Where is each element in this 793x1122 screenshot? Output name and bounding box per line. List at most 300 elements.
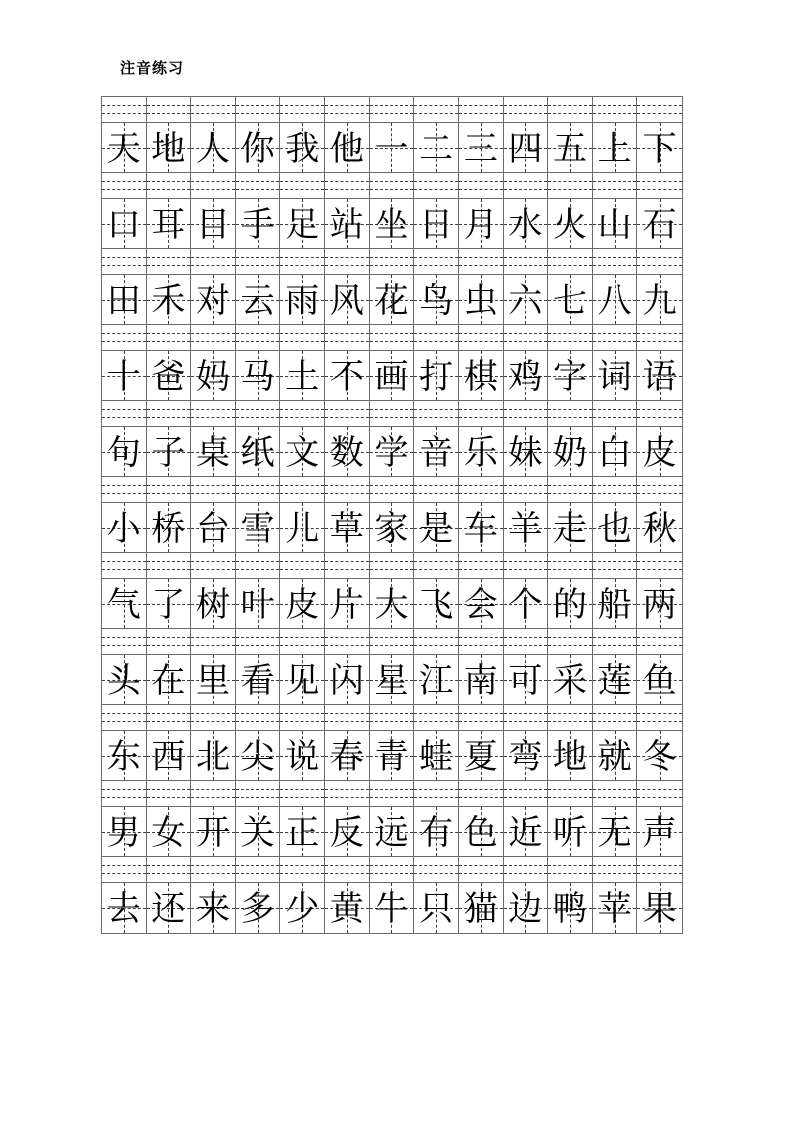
pinyin-cell	[370, 553, 415, 578]
character-cell	[370, 351, 415, 400]
character-cell	[280, 655, 325, 704]
pinyin-writing-band	[102, 781, 682, 807]
pinyin-cell	[414, 477, 459, 502]
character-text: 乐	[463, 434, 498, 472]
character-cell	[504, 731, 549, 780]
pinyin-cell	[548, 97, 593, 122]
character-text: 家	[374, 510, 409, 548]
character-text: 石	[642, 206, 677, 244]
worksheet-row	[102, 97, 682, 173]
character-text: 蛙	[419, 738, 454, 776]
pinyin-cell	[191, 401, 236, 426]
pinyin-cell	[504, 249, 549, 274]
character-text: 也	[597, 510, 632, 548]
character-cell	[459, 275, 504, 324]
character-cell	[370, 275, 415, 324]
character-cell	[370, 807, 415, 856]
pinyin-practice-grid	[101, 96, 683, 934]
character-cell	[147, 427, 192, 476]
character-cell	[548, 199, 593, 248]
character-cell	[236, 807, 281, 856]
pinyin-cell	[414, 553, 459, 578]
character-text: 飞	[419, 586, 454, 624]
pinyin-cell	[147, 173, 192, 198]
worksheet-row	[102, 325, 682, 401]
character-cell	[459, 351, 504, 400]
character-text: 下	[642, 130, 677, 168]
pinyin-cell	[370, 781, 415, 806]
character-band	[102, 199, 682, 249]
pinyin-cell	[414, 857, 459, 882]
pinyin-cell	[548, 629, 593, 654]
pinyin-cell	[548, 325, 593, 350]
pinyin-cell	[325, 173, 370, 198]
character-cell	[459, 199, 504, 248]
character-text: 片	[329, 586, 364, 624]
pinyin-cell	[280, 477, 325, 502]
worksheet-row	[102, 857, 682, 933]
pinyin-cell	[325, 629, 370, 654]
pinyin-cell	[325, 857, 370, 882]
worksheet-row	[102, 249, 682, 325]
character-cell	[548, 503, 593, 552]
character-text: 上	[597, 130, 632, 168]
pinyin-cell	[191, 629, 236, 654]
character-cell	[102, 731, 147, 780]
pinyin-cell	[637, 781, 682, 806]
character-cell	[102, 351, 147, 400]
pinyin-cell	[548, 705, 593, 730]
character-cell	[414, 275, 459, 324]
character-cell	[593, 579, 638, 628]
character-text: 马	[240, 358, 275, 396]
character-cell	[236, 883, 281, 933]
pinyin-cell	[593, 97, 638, 122]
pinyin-cell	[593, 325, 638, 350]
character-text: 文	[285, 434, 320, 472]
pinyin-cell	[459, 553, 504, 578]
character-text: 的	[552, 586, 587, 624]
character-text: 树	[196, 586, 231, 624]
character-text: 鸟	[419, 282, 454, 320]
character-text: 女	[151, 814, 186, 852]
pinyin-cell	[459, 325, 504, 350]
character-text: 禾	[151, 282, 186, 320]
character-text: 少	[285, 891, 320, 928]
pinyin-cell	[593, 477, 638, 502]
character-cell	[325, 503, 370, 552]
pinyin-cell	[504, 857, 549, 882]
pinyin-cell	[459, 629, 504, 654]
worksheet-row	[102, 629, 682, 705]
character-cell	[325, 123, 370, 172]
character-cell	[414, 655, 459, 704]
character-cell	[147, 655, 192, 704]
character-text: 苹	[597, 891, 632, 928]
character-text: 词	[597, 358, 632, 396]
pinyin-writing-band	[102, 857, 682, 883]
character-cell	[637, 123, 682, 172]
pinyin-cell	[147, 857, 192, 882]
pinyin-writing-band	[102, 325, 682, 351]
character-cell	[236, 275, 281, 324]
pinyin-cell	[548, 401, 593, 426]
character-text: 十	[106, 358, 141, 396]
worksheet-row	[102, 705, 682, 781]
pinyin-cell	[280, 401, 325, 426]
character-cell	[637, 275, 682, 324]
character-band	[102, 655, 682, 705]
pinyin-cell	[459, 705, 504, 730]
character-cell	[102, 503, 147, 552]
pinyin-cell	[102, 325, 147, 350]
character-cell	[370, 579, 415, 628]
character-cell	[102, 199, 147, 248]
worksheet-row	[102, 173, 682, 249]
pinyin-writing-band	[102, 477, 682, 503]
character-cell	[637, 883, 682, 933]
character-cell	[191, 503, 236, 552]
pinyin-cell	[325, 781, 370, 806]
character-text: 关	[240, 814, 275, 852]
character-cell	[637, 427, 682, 476]
pinyin-cell	[102, 249, 147, 274]
character-cell	[459, 883, 504, 933]
pinyin-cell	[147, 325, 192, 350]
pinyin-cell	[414, 629, 459, 654]
pinyin-cell	[459, 97, 504, 122]
pinyin-cell	[236, 325, 281, 350]
pinyin-cell	[548, 249, 593, 274]
character-cell	[593, 655, 638, 704]
character-cell	[504, 199, 549, 248]
character-text: 台	[196, 510, 231, 548]
pinyin-cell	[593, 629, 638, 654]
pinyin-cell	[414, 705, 459, 730]
character-cell	[325, 655, 370, 704]
pinyin-cell	[236, 705, 281, 730]
pinyin-cell	[191, 781, 236, 806]
pinyin-cell	[147, 401, 192, 426]
character-text: 听	[552, 814, 587, 852]
character-text: 气	[106, 586, 141, 624]
character-text: 火	[552, 206, 587, 244]
character-text: 有	[419, 814, 454, 852]
pinyin-cell	[325, 401, 370, 426]
character-text: 猫	[463, 891, 498, 928]
character-cell	[191, 275, 236, 324]
pinyin-cell	[325, 325, 370, 350]
pinyin-cell	[280, 705, 325, 730]
character-text: 山	[597, 206, 632, 244]
character-cell	[325, 579, 370, 628]
character-text: 七	[552, 282, 587, 320]
pinyin-cell	[637, 857, 682, 882]
character-band	[102, 503, 682, 553]
pinyin-cell	[280, 325, 325, 350]
pinyin-cell	[459, 857, 504, 882]
character-cell	[147, 503, 192, 552]
pinyin-cell	[325, 553, 370, 578]
character-text: 秋	[642, 510, 677, 548]
character-cell	[414, 351, 459, 400]
character-cell	[414, 199, 459, 248]
pinyin-cell	[459, 781, 504, 806]
character-text: 八	[597, 282, 632, 320]
character-text: 羊	[508, 510, 543, 548]
character-text: 妹	[508, 434, 543, 472]
character-text: 水	[508, 206, 543, 244]
character-text: 天	[106, 130, 141, 168]
character-cell	[548, 123, 593, 172]
character-cell	[370, 883, 415, 933]
character-cell	[102, 883, 147, 933]
character-band	[102, 883, 682, 933]
character-text: 看	[240, 662, 275, 700]
character-cell	[191, 655, 236, 704]
character-cell	[414, 579, 459, 628]
character-text: 边	[508, 891, 543, 928]
pinyin-cell	[280, 857, 325, 882]
character-cell	[236, 655, 281, 704]
pinyin-cell	[414, 781, 459, 806]
character-cell	[191, 883, 236, 933]
character-cell	[147, 351, 192, 400]
character-cell	[593, 807, 638, 856]
pinyin-cell	[191, 249, 236, 274]
pinyin-cell	[593, 173, 638, 198]
page-title: 注音练习	[120, 61, 185, 77]
character-cell	[280, 427, 325, 476]
pinyin-writing-band	[102, 97, 682, 123]
pinyin-cell	[504, 629, 549, 654]
character-band	[102, 275, 682, 325]
character-text: 子	[151, 434, 186, 472]
character-text: 打	[419, 358, 454, 396]
character-text: 桌	[196, 434, 231, 472]
pinyin-cell	[280, 629, 325, 654]
pinyin-cell	[236, 401, 281, 426]
character-text: 头	[106, 662, 141, 700]
pinyin-cell	[102, 401, 147, 426]
pinyin-cell	[593, 781, 638, 806]
character-cell	[637, 579, 682, 628]
character-text: 大	[374, 586, 409, 624]
pinyin-cell	[280, 781, 325, 806]
character-text: 花	[374, 282, 409, 320]
pinyin-cell	[370, 97, 415, 122]
character-text: 叶	[240, 586, 275, 624]
character-cell	[504, 883, 549, 933]
character-text: 反	[329, 814, 364, 852]
pinyin-cell	[637, 325, 682, 350]
character-band	[102, 427, 682, 477]
pinyin-cell	[637, 477, 682, 502]
character-cell	[102, 427, 147, 476]
pinyin-cell	[147, 97, 192, 122]
pinyin-cell	[637, 97, 682, 122]
character-text: 手	[240, 206, 275, 244]
character-text: 牛	[374, 891, 409, 928]
pinyin-cell	[102, 629, 147, 654]
pinyin-cell	[102, 553, 147, 578]
pinyin-cell	[236, 173, 281, 198]
character-text: 桥	[151, 510, 186, 548]
character-cell	[504, 123, 549, 172]
character-cell	[414, 807, 459, 856]
character-cell	[280, 579, 325, 628]
character-text: 多	[240, 891, 275, 928]
character-text: 五	[552, 130, 587, 168]
pinyin-cell	[191, 97, 236, 122]
pinyin-cell	[191, 857, 236, 882]
character-cell	[548, 731, 593, 780]
pinyin-cell	[593, 553, 638, 578]
pinyin-writing-band	[102, 249, 682, 275]
character-cell	[548, 427, 593, 476]
character-text: 走	[552, 510, 587, 548]
pinyin-cell	[325, 477, 370, 502]
worksheet-row	[102, 401, 682, 477]
character-text: 我	[285, 130, 320, 168]
character-cell	[325, 275, 370, 324]
character-text: 爸	[151, 358, 186, 396]
pinyin-cell	[191, 325, 236, 350]
character-cell	[147, 275, 192, 324]
character-text: 冬	[642, 738, 677, 776]
character-text: 棋	[463, 358, 498, 396]
character-cell	[459, 503, 504, 552]
character-cell	[280, 503, 325, 552]
character-text: 了	[151, 586, 186, 624]
character-text: 奶	[552, 434, 587, 472]
character-text: 对	[196, 282, 231, 320]
character-text: 你	[240, 130, 275, 168]
pinyin-cell	[370, 705, 415, 730]
character-cell	[504, 427, 549, 476]
character-text: 个	[508, 586, 543, 624]
character-text: 皮	[285, 586, 320, 624]
character-text: 东	[106, 738, 141, 776]
character-text: 船	[597, 586, 632, 624]
character-text: 语	[642, 358, 677, 396]
character-cell	[325, 427, 370, 476]
pinyin-cell	[325, 705, 370, 730]
character-text: 田	[106, 282, 141, 320]
character-text: 只	[419, 891, 454, 928]
character-cell	[637, 351, 682, 400]
character-text: 说	[285, 738, 320, 776]
pinyin-cell	[236, 781, 281, 806]
character-cell	[325, 199, 370, 248]
pinyin-cell	[548, 477, 593, 502]
pinyin-cell	[102, 173, 147, 198]
character-cell	[191, 427, 236, 476]
pinyin-cell	[414, 401, 459, 426]
character-text: 字	[552, 358, 587, 396]
character-text: 尖	[240, 738, 275, 776]
character-cell	[504, 351, 549, 400]
character-text: 地	[552, 738, 587, 776]
pinyin-cell	[459, 477, 504, 502]
character-text: 小	[106, 510, 141, 548]
pinyin-cell	[370, 325, 415, 350]
pinyin-cell	[414, 325, 459, 350]
pinyin-cell	[280, 553, 325, 578]
character-cell	[593, 199, 638, 248]
character-text: 江	[419, 662, 454, 700]
character-text: 一	[374, 130, 409, 168]
character-cell	[459, 123, 504, 172]
pinyin-cell	[147, 249, 192, 274]
character-cell	[147, 199, 192, 248]
character-cell	[191, 731, 236, 780]
pinyin-cell	[102, 857, 147, 882]
pinyin-cell	[504, 553, 549, 578]
character-text: 开	[196, 814, 231, 852]
pinyin-cell	[236, 857, 281, 882]
character-text: 足	[285, 206, 320, 244]
character-text: 两	[642, 586, 677, 624]
character-text: 土	[285, 358, 320, 396]
character-text: 来	[196, 891, 231, 928]
pinyin-cell	[325, 97, 370, 122]
pinyin-cell	[504, 401, 549, 426]
character-text: 闪	[329, 662, 364, 700]
character-cell	[593, 275, 638, 324]
character-cell	[147, 807, 192, 856]
character-cell	[593, 731, 638, 780]
character-cell	[236, 503, 281, 552]
character-text: 他	[329, 130, 364, 168]
character-text: 草	[329, 510, 364, 548]
pinyin-cell	[459, 173, 504, 198]
character-cell	[102, 579, 147, 628]
pinyin-cell	[191, 173, 236, 198]
character-cell	[593, 427, 638, 476]
character-cell	[236, 199, 281, 248]
character-text: 正	[285, 814, 320, 852]
character-cell	[637, 199, 682, 248]
character-text: 目	[196, 206, 231, 244]
character-text: 鸡	[508, 358, 543, 396]
character-cell	[459, 731, 504, 780]
character-text: 四	[508, 130, 543, 168]
pinyin-cell	[370, 629, 415, 654]
character-cell	[102, 807, 147, 856]
character-text: 三	[463, 130, 498, 168]
character-cell	[459, 427, 504, 476]
character-cell	[637, 503, 682, 552]
character-cell	[325, 883, 370, 933]
pinyin-cell	[637, 629, 682, 654]
pinyin-cell	[637, 173, 682, 198]
character-text: 纸	[240, 434, 275, 472]
character-cell	[370, 427, 415, 476]
character-cell	[548, 579, 593, 628]
pinyin-cell	[147, 629, 192, 654]
pinyin-cell	[414, 249, 459, 274]
character-cell	[147, 883, 192, 933]
character-cell	[637, 731, 682, 780]
character-cell	[280, 351, 325, 400]
character-cell	[102, 123, 147, 172]
character-text: 采	[552, 662, 587, 700]
pinyin-cell	[370, 173, 415, 198]
character-cell	[504, 503, 549, 552]
character-text: 鱼	[642, 662, 677, 700]
character-cell	[280, 123, 325, 172]
